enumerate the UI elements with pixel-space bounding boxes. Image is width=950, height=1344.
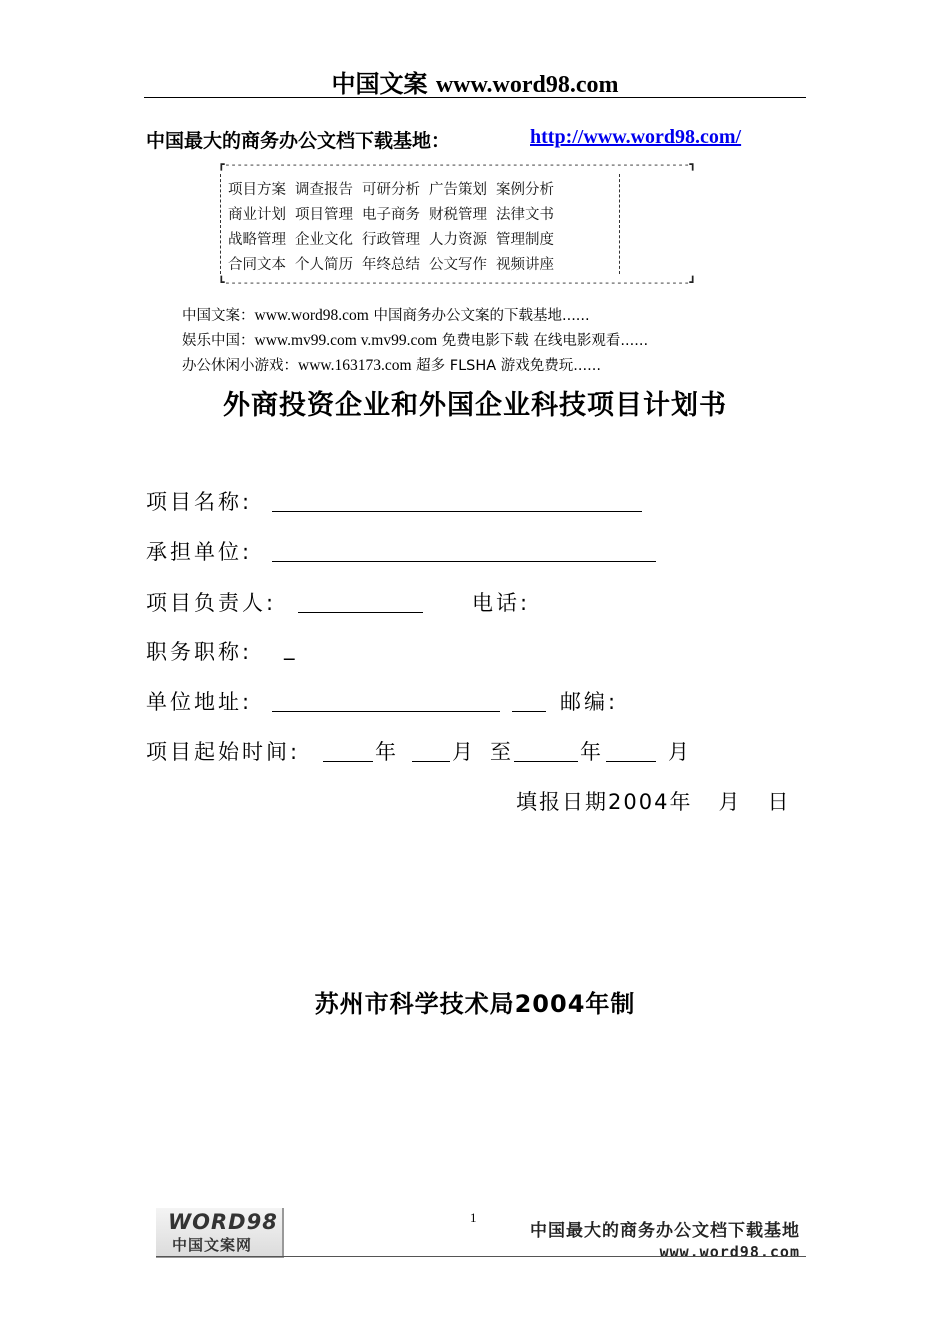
undertaker-blank[interactable] (272, 561, 656, 562)
promo-label: 娱乐中国： (182, 333, 255, 349)
start-year-label: 年 (375, 740, 399, 764)
category-link[interactable]: 商业计划 (228, 207, 286, 223)
tagline-link[interactable]: http://www.word98.com/ (530, 126, 742, 148)
field-label: 邮编: (560, 690, 619, 714)
field-label: 电话: (472, 591, 531, 615)
field-label: 项目名称: (146, 490, 253, 514)
promo-url[interactable]: www.163173.com (298, 357, 412, 374)
tagline-text: 中国最大的商务办公文档下载基地： (146, 130, 451, 152)
category-box-left-edge (220, 174, 221, 274)
promo-desc: 免费电影下载 在线电影观看...... (437, 333, 649, 349)
promo-url[interactable]: www.mv99.com v.mv99.com (254, 332, 438, 349)
address-blank[interactable] (272, 711, 500, 712)
footer-slogan-line2: www.word98.com (659, 1243, 800, 1261)
logo-bottom-text: 中国文案网 (172, 1236, 253, 1254)
category-link[interactable]: 广告策划 (429, 182, 487, 198)
field-postcode (560, 686, 618, 716)
logo-top-text: WORD98 (168, 1210, 278, 1234)
field-label: 职务职称: (146, 640, 253, 664)
to-label: 至 (490, 740, 514, 764)
header-site-name-en: www.word98.com (435, 72, 619, 98)
promo-line (182, 304, 590, 325)
field-address (146, 686, 252, 716)
leader-blank[interactable] (298, 612, 423, 613)
header-title (0, 64, 950, 99)
field-label: 项目起始时间: (146, 740, 301, 764)
field-undertaker (146, 536, 252, 566)
field-label: 项目负责人: (146, 591, 277, 615)
end-month-label: 月 (668, 740, 692, 764)
category-row (228, 203, 563, 224)
category-link[interactable]: 行政管理 (362, 232, 420, 248)
category-box-right-edge (619, 174, 620, 274)
footer-rule (156, 1256, 806, 1257)
category-link[interactable]: 项目方案 (228, 182, 286, 198)
category-link[interactable]: 财税管理 (429, 207, 487, 223)
page-number: 1 (470, 1210, 477, 1225)
promo-label: 办公休闲小游戏： (182, 358, 298, 374)
start-month-blank[interactable] (412, 761, 450, 762)
header-rule (144, 97, 806, 98)
category-link[interactable]: 项目管理 (295, 207, 353, 223)
project-name-blank[interactable] (272, 511, 642, 512)
category-link[interactable]: 企业文化 (295, 232, 353, 248)
category-link[interactable]: 法律文书 (496, 207, 554, 223)
promo-desc: 超多 FLSHA 游戏免费玩...... (411, 358, 601, 374)
promo-line (182, 354, 601, 375)
document-title: 外商投资企业和外国企业科技项目计划书 (223, 390, 727, 421)
category-link[interactable]: 战略管理 (228, 232, 286, 248)
category-link[interactable]: 管理制度 (496, 232, 554, 248)
footer-slogan (512, 1216, 800, 1261)
promo-desc: 中国商务办公文案的下载基地...... (368, 308, 590, 324)
category-row (228, 228, 563, 249)
category-box-bottom-edge: ┗----------------------------------------------------------------------------┛ (218, 276, 696, 289)
category-link[interactable]: 年终总结 (362, 257, 420, 273)
category-box (218, 158, 696, 289)
category-row (228, 253, 563, 274)
end-year-label: 年 (580, 740, 604, 764)
field-phone (472, 587, 530, 617)
category-link[interactable]: 电子商务 (362, 207, 420, 223)
category-row (228, 178, 563, 199)
end-month-blank[interactable] (606, 761, 656, 762)
category-link[interactable]: 合同文本 (228, 257, 286, 273)
field-label: 承担单位: (146, 540, 253, 564)
category-box-top-edge: ┏----------------------------------------------------------------------------┓ (218, 158, 696, 171)
promo-line (182, 329, 648, 350)
category-link[interactable]: 视频讲座 (496, 257, 554, 273)
footer-slogan-line1: 中国最大的商务办公文档下载基地 (530, 1221, 800, 1241)
promo-url[interactable]: www.word98.com (254, 307, 369, 324)
issuer-line: 苏州市科学技术局2004年制 (314, 990, 636, 1018)
header-site-name-cn: 中国文案 (331, 70, 428, 98)
word98-logo (156, 1208, 284, 1258)
field-label: 单位地址: (146, 690, 253, 714)
category-link[interactable]: 公文写作 (429, 257, 487, 273)
start-month-label: 月 (452, 740, 476, 764)
fill-date: 填报日期2004年 月 日 (516, 790, 791, 814)
category-link[interactable]: 案例分析 (496, 182, 554, 198)
position-value[interactable]: _ (284, 636, 298, 660)
field-project-name (146, 486, 252, 516)
category-link[interactable]: 人力资源 (429, 232, 487, 248)
category-link[interactable]: 调查报告 (295, 182, 353, 198)
field-period (146, 736, 300, 766)
promo-label: 中国文案： (182, 308, 255, 324)
end-year-blank[interactable] (514, 761, 578, 762)
category-link[interactable]: 可研分析 (362, 182, 420, 198)
field-position (146, 636, 252, 666)
category-link[interactable]: 个人简历 (295, 257, 353, 273)
address-blank-2[interactable] (512, 711, 546, 712)
start-year-blank[interactable] (323, 761, 373, 762)
field-leader (146, 587, 276, 617)
